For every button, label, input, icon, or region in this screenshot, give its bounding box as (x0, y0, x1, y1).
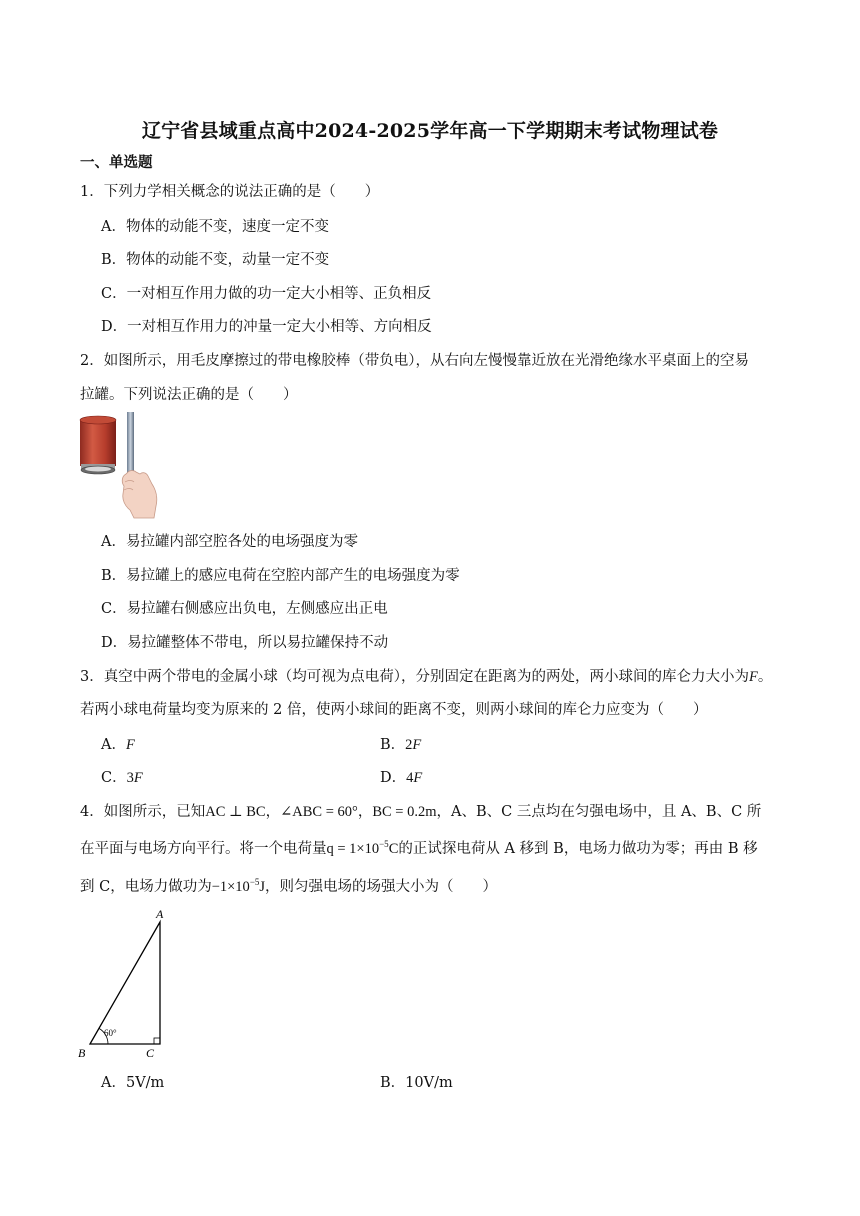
question-2-stem-line-2: 拉罐。下列说法正确的是（ ） (80, 387, 298, 403)
question-3-stem-line-1 (80, 665, 772, 686)
question-3-stem-line-2: 若两小球电荷量均变为原来的 2 倍，使两小球间的距离不变，则两小球间的库仑力应变为（ ） (80, 702, 708, 718)
section-heading: 一、单选题 (80, 154, 153, 171)
question-2-option-d: D．易拉罐整体不带电，所以易拉罐保持不动 (101, 635, 389, 651)
question-2-option-c: C．易拉罐右侧感应出负电，左侧感应出正电 (101, 601, 388, 617)
triangle-angle-label: 60° (104, 1028, 117, 1038)
right-angle-mark (154, 1038, 160, 1044)
question-4-option-b: B．10V/m (380, 1075, 453, 1091)
question-1-option-c: C．一对相互作用力做的功一定大小相等、正负相反 (101, 286, 432, 302)
q3-stem-end: 。 (757, 669, 773, 685)
question-2-stem-line-1: 2．如图所示，用毛皮摩擦过的带电橡胶棒（带负电），从右向左慢慢靠近放在光滑绝缘水平桌面上的空易 (80, 353, 749, 369)
question-3-option-a: A．F (101, 737, 135, 753)
question-4-option-a: A．5V/m (101, 1075, 165, 1091)
triangle-abc (90, 922, 160, 1044)
question-3-option-b: B．2F (380, 737, 422, 753)
question-4-stem-line-2: 在平面与电场方向平行。将一个电荷量$q = 1\times 10^{-5}C$的正试探电荷从 A 移到 B，电场力做功为零；再由 B 移 (80, 839, 758, 857)
question-3-option-d: D．4F (380, 770, 423, 786)
q3-stem-text: 3．真空中两个带电的金属小球（均可视为点电荷），分别固定在距离为的两处，两小球间的库仑力大小为 (80, 669, 749, 685)
q3-force-var: F (748, 669, 758, 685)
q4-work-formula: $-1\times 10^{-5}J$ (211, 877, 266, 895)
triangle-label-b: B (78, 1046, 86, 1060)
q4-length-formula: BC = 0.2m (372, 804, 437, 820)
hand-icon (122, 471, 157, 519)
q4-perp-formula: AC ⊥ BC (205, 804, 266, 820)
can-and-rod-figure (76, 410, 166, 520)
triangle-label-c: C (146, 1046, 155, 1060)
q4-charge-formula: $q = 1\times 10^{-5}C$ (326, 839, 399, 857)
can-icon (80, 416, 116, 474)
question-2-option-a: A．易拉罐内部空腔各处的电场强度为零 (101, 534, 358, 550)
question-1-option-b: B．物体的动能不变，动量一定不变 (101, 252, 330, 268)
triangle-label-a: A (156, 907, 164, 921)
triangle-figure (74, 902, 174, 1064)
q4-angle-formula: ∠ABC = 60° (280, 804, 358, 820)
question-1-option-a: A．物体的动能不变，速度一定不变 (101, 219, 329, 235)
question-4-stem-line-3: 到 C，电场力做功为$-1\times 10^{-5}J$，则匀强电场的场强大小为（ ） (80, 877, 498, 895)
question-4-stem-line-1: 4．如图所示，已知AC ⊥ BC，∠ABC = 60°，BC = 0.2m，A、B、C 三点均在匀强电场中，且 A、B、C 所 (80, 804, 762, 820)
question-1-stem: 1．下列力学相关概念的说法正确的是（ ） (80, 184, 380, 200)
page-title: 辽宁省县域重点高中2024-2025学年高一下学期期末考试物理试卷 (141, 120, 719, 142)
question-1-option-d: D．一对相互作用力的冲量一定大小相等、方向相反 (101, 319, 432, 335)
question-2-option-b: B．易拉罐上的感应电荷在空腔内部产生的电场强度为零 (101, 568, 460, 584)
question-3-option-c: C．3F (101, 770, 143, 786)
